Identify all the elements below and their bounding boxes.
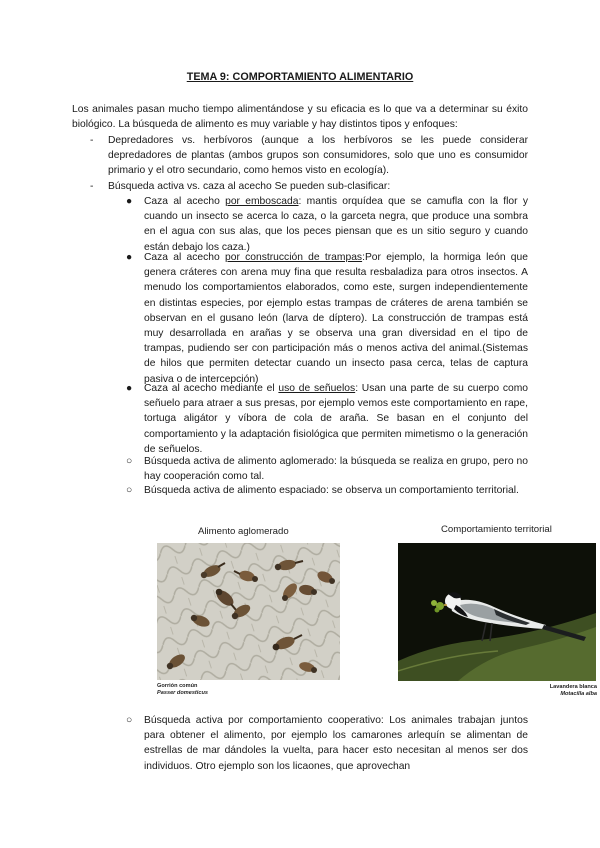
dash-marker: - — [90, 135, 94, 146]
caption-common-name: Lavandera blanca — [549, 684, 597, 690]
bullet-term: por construcción de trampas — [225, 252, 363, 263]
bullet-text: Búsqueda activa por comportamiento cooperativo: Los animales trabajan juntos para obtener el alimento, por ejemplo los camarones arlequín se alimentan de estrellas de mar dándoles la vuelta, para hacer esto necesitan al menos ser dos individuos. Otro ejemplo son los licaones, que aprovechan — [144, 715, 528, 772]
bullet-lead: Caza al acecho — [144, 196, 226, 207]
bullet-lead: Caza al acecho — [144, 252, 225, 263]
bullet-term: uso de señuelos — [278, 383, 356, 394]
page-title: TEMA 9: COMPORTAMIENTO ALIMENTARIO — [186, 71, 414, 83]
figure-title-left: Alimento aglomerado — [198, 526, 289, 537]
bullet-text — [144, 381, 528, 457]
bullet-rest: : mantis orquídea que se camufla con la flor y cuando un insecto se acerca lo caza, o la garceta negra, que produce una sombra en el agua con sus alas, que los peces piensan que es un sitio seguro y cuando están debajo los caza.) — [144, 196, 529, 253]
dash-item — [90, 133, 528, 179]
dash-item — [90, 179, 528, 195]
bullet-text: Búsqueda activa de alimento aglomerado: la búsqueda se realiza en grupo, pero no hay cooperación como tal. — [144, 456, 528, 483]
wagtail-illustration — [398, 543, 596, 681]
sparrows-illustration — [157, 543, 340, 680]
figure-title-right: Comportamiento territorial — [441, 524, 552, 535]
bullet-term: por emboscada — [225, 196, 299, 207]
wagtail-photo — [398, 543, 596, 681]
dash-marker: - — [90, 181, 94, 192]
bullet-marker: ● — [126, 252, 133, 263]
caption-latin-name: Motacilla alba — [560, 690, 597, 697]
bullet-marker: ○ — [126, 715, 133, 726]
bullet-marker: ● — [126, 196, 133, 207]
bullet-marker: ● — [126, 383, 133, 394]
intro-paragraph: Los animales pasan mucho tiempo alimentándose y su eficacia es lo que va a determinar su éxito biológico. La búsqueda de alimento es muy variable y hay distintos tipos y enfoques: — [72, 104, 528, 131]
dash-item-text: Depredadores vs. herbívoros (aunque a los herbívoros se les puede considerar depredadores de plantas (ambos grupos son consumidores, solo que uno es consumidor primario y el otro secundario, como hemos visto en ecología). — [108, 135, 528, 177]
bullet-marker: ○ — [126, 456, 133, 467]
sparrows-photo — [157, 543, 340, 680]
bullet-text — [144, 194, 528, 255]
bullet-text — [144, 250, 528, 387]
bullet-rest: : Usan una parte de su cuerpo como señuelo para atraer a sus presas, por ejemplo vemos este comportamiento en rape, tortuga aligátor y víbora de cola de araña. Se basan en el conjunto del comportamiento y la adaptación fisiológica que permiten mimetismo o la generación de señuelos. — [144, 383, 528, 455]
figure-caption-left — [157, 683, 208, 696]
caption-common-name: Gorrión común — [157, 683, 198, 689]
caption-latin-name: Passer domesticus — [157, 689, 208, 696]
bullet-rest: :Por ejemplo, la hormiga león que genera cráteres con arena muy fina que resulta resbaladiza para otros insectos. A menudo los comportamientos elaborados, como este, surgen independientemente en distintas especies, por ejemplo estas trampas de cráteres de arena también se observan en el gusano león (larva de díptero). La construcción de trampas está muy desarrollada en arañas y se observa una gran diversidad en el tipo de trampas, pudiendo ser con participación más o menos activa del animal.(Sistemas de hilos que permiten detectar cuando un insecto pasa cerca, telas de captura pasiva o de intercepción) — [144, 252, 528, 385]
figure-caption-right — [547, 684, 597, 697]
bullet-lead: Caza al acecho mediante el — [144, 383, 279, 394]
dash-item-text: Búsqueda activa vs. caza al acecho Se pueden sub-clasificar: — [108, 181, 391, 192]
bullet-marker: ○ — [126, 485, 133, 496]
bullet-text: Búsqueda activa de alimento espaciado: se observa un comportamiento territorial. — [144, 485, 519, 496]
